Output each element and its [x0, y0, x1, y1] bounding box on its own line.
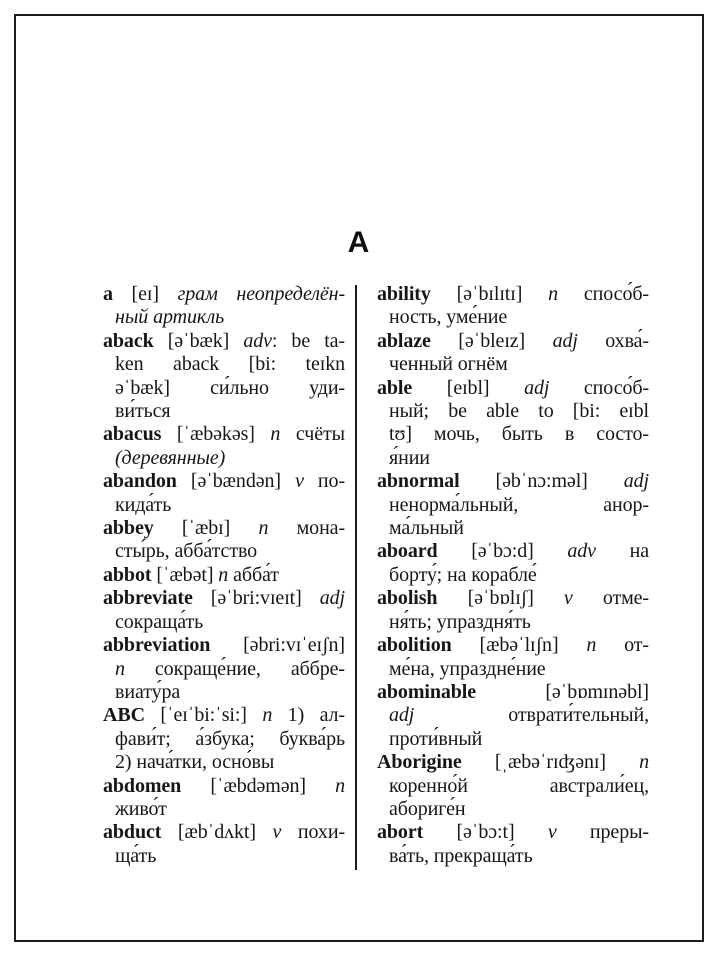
entry-line [103, 400, 345, 423]
text-run: охва́- [577, 329, 649, 352]
entry-abolition [377, 634, 649, 681]
text-run: əˈbæk] си́льно уди- [115, 376, 345, 399]
entry-abbot [103, 564, 345, 587]
entry-line [103, 517, 345, 540]
italic-text: (деревянные) [115, 446, 226, 469]
entry-line [103, 658, 345, 681]
text-run: [eɪbl] [412, 376, 525, 399]
entry-line [103, 564, 345, 587]
entry-line [103, 681, 345, 704]
entry-line [377, 728, 649, 751]
right-column [377, 283, 649, 868]
text-run: живо́т [115, 797, 167, 820]
headword: abbreviation [103, 634, 211, 657]
headword: abort [377, 821, 424, 844]
text-run: я́нии [389, 446, 430, 469]
text-run: ня́ть; упраздня́ть [389, 610, 531, 633]
entry-line [377, 681, 649, 704]
text-run: борту́; на корабле́ [389, 563, 537, 586]
text-run: ме́на, упраздне́ние [389, 657, 546, 680]
entry-line [377, 821, 649, 844]
entry-line [103, 540, 345, 563]
entry-line [377, 775, 649, 798]
text-run: ченный огнём [389, 353, 508, 376]
italic-text: n [586, 634, 597, 657]
entry-line [377, 494, 649, 517]
text-run: [ˈæbəkəs] [161, 423, 271, 446]
headword: abandon [103, 470, 177, 493]
italic-text: n [262, 704, 273, 727]
text-run: сокраще́ние, аббре- [124, 657, 345, 680]
entry-line [377, 634, 649, 657]
entry-line [103, 306, 345, 329]
text-run: абориге́н [389, 797, 466, 820]
headword: Aborigine [377, 751, 462, 774]
entry-line [377, 423, 649, 446]
text-run: сты́рь, абба́тство [115, 540, 258, 563]
text-run: преры- [556, 821, 649, 844]
text-run: ken aback [bi: teɪkn [115, 353, 345, 376]
italic-text: n [639, 751, 649, 774]
headword: abduct [103, 821, 162, 844]
text-run: от- [596, 634, 649, 657]
entry-ability [377, 283, 649, 330]
text-run: [ˈeɪˈbi:ˈsi:] [144, 704, 263, 727]
text-run: [əˈbɒmɪnəbl] [476, 680, 649, 703]
text-run: отме- [572, 587, 649, 610]
text-run: 2) нача́тки, осно́вы [115, 751, 275, 774]
text-run: [əbˈnɔ:məl] [459, 470, 624, 493]
text-run: [əˈbɪlɪtɪ] [430, 283, 549, 305]
text-run: ва́ть, прекраща́ть [389, 844, 533, 867]
entry-abdomen [103, 775, 345, 822]
headword: abbey [103, 517, 154, 540]
entry-line [377, 611, 649, 634]
entry-line [103, 587, 345, 610]
entry-line [103, 353, 345, 376]
italic-text: n [335, 774, 345, 797]
entry-abnormal [377, 470, 649, 540]
text-run: [əˈbɔ:t] [423, 821, 548, 844]
entry-able [377, 377, 649, 471]
headword: abolition [377, 634, 452, 657]
entry-abduct [103, 821, 345, 868]
text-run: [əˈbæk] [153, 329, 244, 352]
text-run: фави́т; а́збука; буква́рь [115, 727, 345, 750]
headword: abacus [103, 423, 162, 446]
italic-text: n [548, 283, 559, 305]
italic-text: adj [524, 376, 550, 399]
text-run: спосо́б- [549, 376, 650, 399]
entry-abort [377, 821, 649, 868]
text-run: [ˈæbɪ] [153, 517, 259, 540]
headword: abnormal [377, 470, 460, 493]
italic-text: v [272, 821, 282, 844]
text-run: счёты [280, 423, 345, 446]
text-run: кида́ть [115, 493, 172, 516]
text-run: : be ta- [271, 329, 345, 352]
left-column [103, 283, 345, 868]
italic-text: n [218, 563, 229, 586]
entry-abolish [377, 587, 649, 634]
text-run: [æbˈdʌkt] [161, 821, 273, 844]
entry-line [103, 470, 345, 493]
headword: aback [103, 329, 154, 352]
text-run: [ˈæbdəmən] [181, 774, 336, 797]
entry-line [377, 283, 649, 306]
entry-line [103, 377, 345, 400]
entry-line [103, 704, 345, 727]
text-run: виату́ра [115, 680, 181, 703]
entry-ABC [103, 704, 345, 774]
text-run: ненорма́льный, анор- [389, 493, 649, 516]
headword: abbot [103, 563, 152, 586]
entry-line [377, 470, 649, 493]
headword: aboard [377, 540, 438, 563]
text-run: [əˈbɒlɪʃ] [437, 587, 564, 610]
text-run: [əbri:vɪˈeɪʃn] [210, 634, 345, 657]
text-run: [ˌæbəˈrɪʤənɪ] [461, 751, 640, 774]
italic-text: adv [243, 329, 272, 352]
entry-line [103, 447, 345, 470]
text-run: похи- [281, 821, 345, 844]
text-run: [ˈæbət] [151, 563, 219, 586]
text-run: сокраща́ть [115, 610, 204, 633]
entry-aboard [377, 540, 649, 587]
headword: a [103, 283, 113, 305]
entry-a [103, 283, 345, 330]
entry-line [103, 751, 345, 774]
headword: abolish [377, 587, 438, 610]
text-run: коренно́й австрали́ец, [389, 774, 649, 797]
text-run: по- [303, 470, 345, 493]
entry-abominable [377, 681, 649, 751]
text-run: [əˈbri:vɪeɪt] [192, 587, 320, 610]
text-run: [eɪ] [112, 283, 178, 305]
entry-line [377, 704, 649, 727]
entry-line [377, 658, 649, 681]
text-run: на [595, 540, 650, 563]
entry-line [377, 798, 649, 821]
headword: abdomen [103, 774, 182, 797]
entry-line [377, 330, 649, 353]
entry-line [377, 377, 649, 400]
entry-abbreviation [103, 634, 345, 704]
entry-line [377, 564, 649, 587]
entry-line [377, 845, 649, 868]
italic-text: adj [389, 704, 415, 727]
text-run: 1) ал- [272, 704, 345, 727]
entry-line [377, 751, 649, 774]
entry-abacus [103, 423, 345, 470]
text-run: ный; be able to [bi: eɪbl [389, 400, 649, 423]
headword: able [377, 376, 413, 399]
italic-text: n [270, 423, 281, 446]
entry-line [377, 517, 649, 540]
headword: ability [377, 283, 431, 305]
text-run: ви́ться [115, 400, 171, 423]
italic-text: adj [552, 329, 578, 352]
italic-text: adj [623, 470, 649, 493]
entry-line [103, 798, 345, 821]
text-run: [əˈbændən] [176, 470, 296, 493]
entry-abandon [103, 470, 345, 517]
column-divider [355, 285, 357, 870]
text-run: ма́льный [389, 517, 464, 540]
headword: ablaze [377, 329, 431, 352]
entry-line [103, 775, 345, 798]
text-run: [æbəˈlɪʃn] [451, 634, 587, 657]
text-run: ща́ть [115, 844, 157, 867]
entry-line [103, 494, 345, 517]
italic-text: v [547, 821, 557, 844]
italic-text: v [295, 470, 304, 493]
entry-line [103, 330, 345, 353]
text-run: [əˈbleɪz] [430, 329, 553, 352]
entry-line [377, 400, 649, 423]
entry-line [377, 306, 649, 329]
entry-line [377, 540, 649, 563]
entry-line [377, 353, 649, 376]
entry-line [103, 423, 345, 446]
italic-text: v [563, 587, 573, 610]
italic-text: ный артикль [115, 306, 225, 329]
headword: abominable [377, 680, 477, 703]
entry-Aborigine [377, 751, 649, 821]
entry-ablaze [377, 330, 649, 377]
entry-abbreviate [103, 587, 345, 634]
page-border-frame [14, 14, 704, 942]
section-letter-heading: A [347, 226, 371, 259]
entry-aback [103, 330, 345, 424]
italic-text: adj [319, 587, 345, 610]
italic-text: adv [567, 540, 596, 563]
italic-text: n [258, 517, 269, 540]
text-run: спосо́б- [558, 283, 649, 305]
text-run: абба́т [228, 563, 279, 586]
headword: ABC [103, 704, 145, 727]
text-run: ность, уме́ние [389, 306, 508, 329]
entry-line [103, 845, 345, 868]
entry-abbey [103, 517, 345, 564]
entry-line [103, 728, 345, 751]
entry-line [103, 283, 345, 306]
entry-line [103, 634, 345, 657]
text-run: [əˈbɔ:d] [437, 540, 568, 563]
italic-text: грам неопределён- [177, 283, 346, 305]
italic-text: n [115, 657, 125, 680]
entry-line [103, 821, 345, 844]
headword: abbreviate [103, 587, 193, 610]
entry-line [377, 447, 649, 470]
entry-line [103, 611, 345, 634]
text-run: мона- [268, 517, 346, 540]
text-run: проти́вный [389, 727, 483, 750]
text-run: отврати́тельный, [414, 704, 649, 727]
entry-line [377, 587, 649, 610]
text-run: tʊ] мочь, быть в состо- [389, 423, 649, 446]
